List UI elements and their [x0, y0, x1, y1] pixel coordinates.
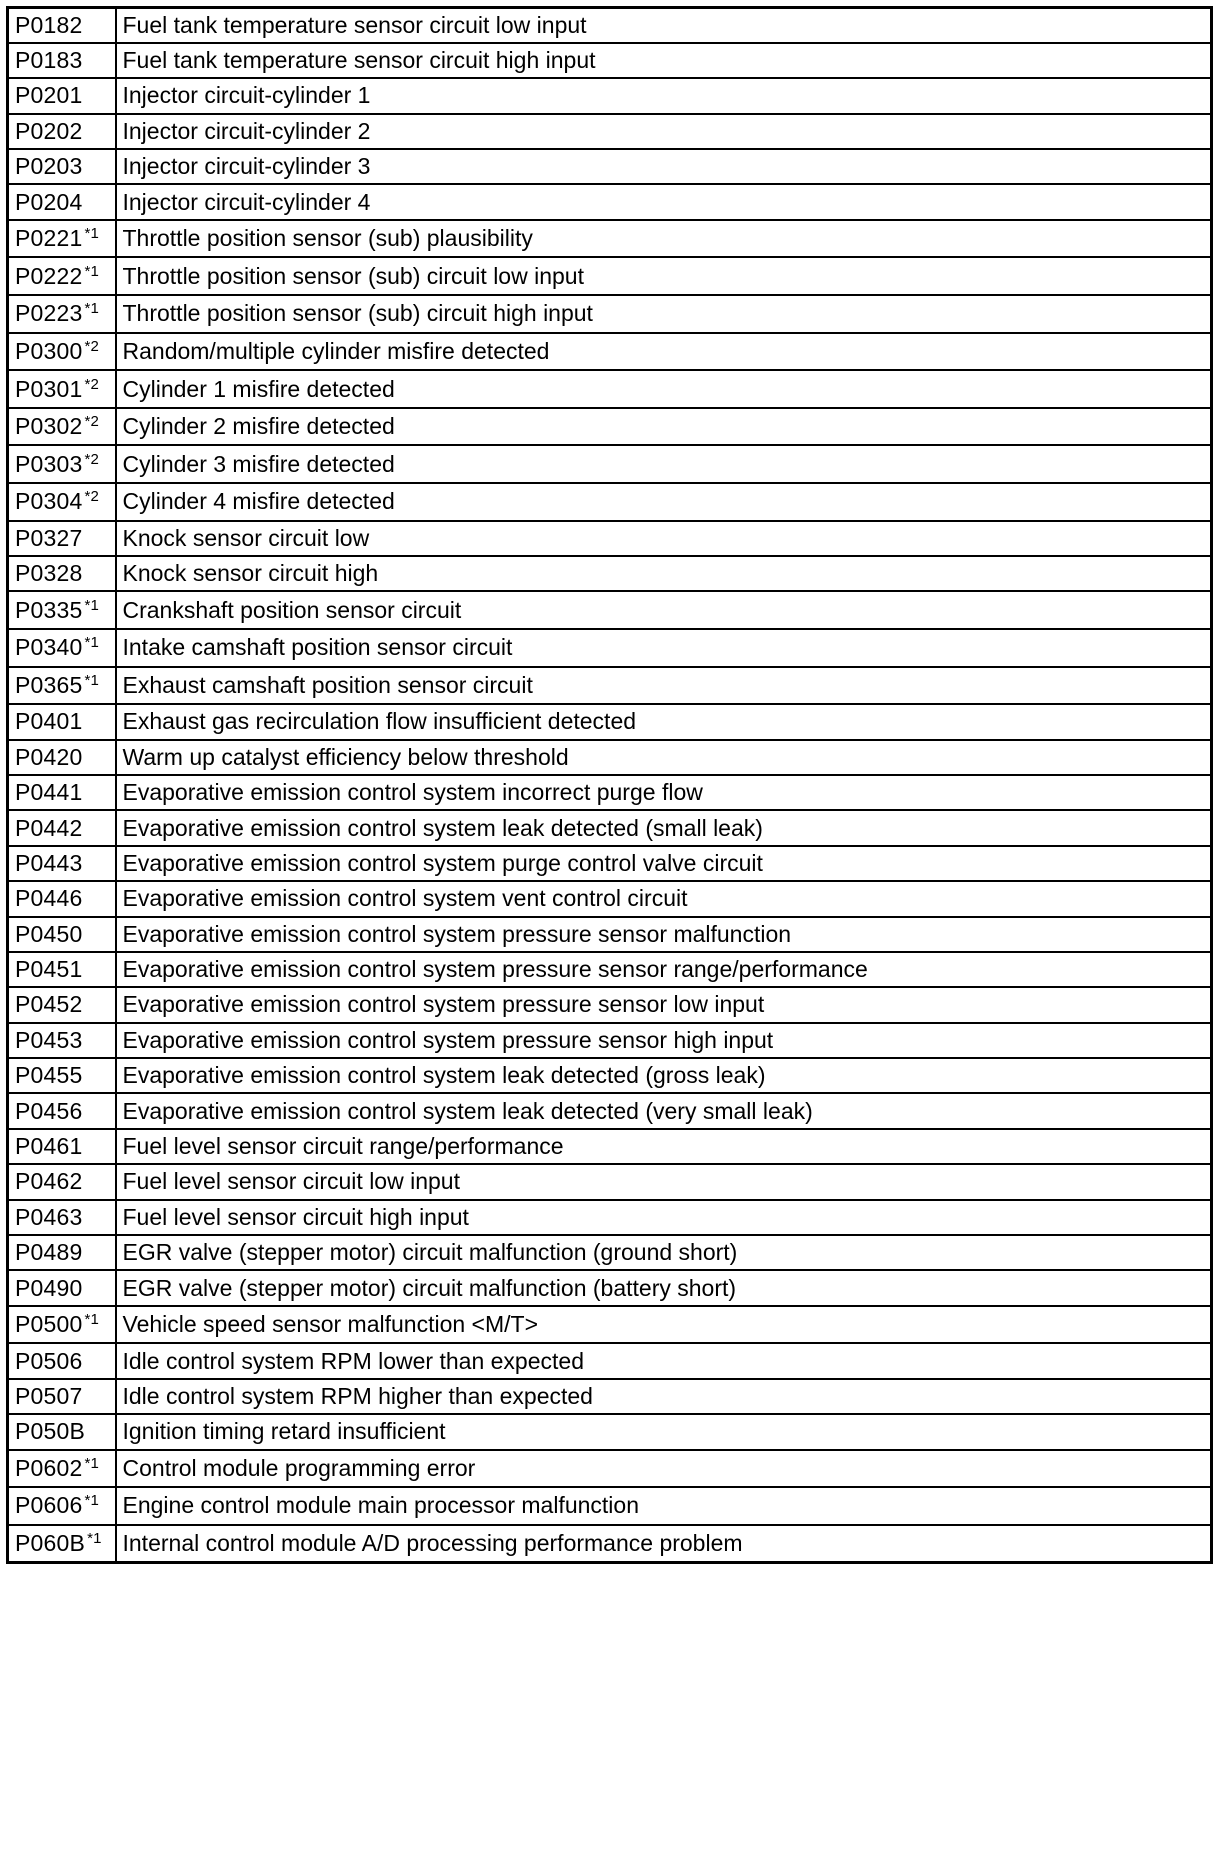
dtc-code-cell: [8, 1306, 116, 1344]
dtc-description: Injector circuit-cylinder 2: [116, 114, 1212, 149]
dtc-description: Control module programming error: [116, 1450, 1212, 1488]
dtc-code-cell: [8, 1379, 116, 1414]
dtc-code: P0223: [15, 300, 83, 327]
footnote-marker: *2: [84, 337, 100, 355]
dtc-code-cell: [8, 78, 116, 113]
dtc-code: P0303: [15, 450, 83, 477]
table-row: [8, 483, 1212, 521]
dtc-code: P0602: [15, 1454, 83, 1481]
dtc-code-cell: [8, 704, 116, 739]
table-row: [8, 521, 1212, 556]
table-row: [8, 740, 1212, 775]
footnote-marker: *1: [84, 1492, 100, 1510]
dtc-code-cell: [8, 184, 116, 219]
footnote-marker: *1: [84, 596, 100, 614]
table-row: [8, 846, 1212, 881]
table-row: [8, 445, 1212, 483]
dtc-description: Cylinder 2 misfire detected: [116, 408, 1212, 446]
table-row: [8, 987, 1212, 1022]
dtc-code: P0420: [15, 743, 83, 770]
dtc-description: Random/multiple cylinder misfire detected: [116, 333, 1212, 371]
dtc-description: EGR valve (stepper motor) circuit malfunction (ground short): [116, 1235, 1212, 1270]
dtc-code-cell: [8, 295, 116, 333]
dtc-description: Cylinder 1 misfire detected: [116, 370, 1212, 408]
dtc-description: Crankshaft position sensor circuit: [116, 591, 1212, 629]
dtc-code: P0335: [15, 596, 83, 623]
dtc-table: [6, 6, 1213, 1564]
dtc-table-body: [8, 8, 1212, 1563]
dtc-description: Ignition timing retard insufficient: [116, 1414, 1212, 1449]
table-row: [8, 408, 1212, 446]
dtc-code-cell: [8, 917, 116, 952]
dtc-code-cell: [8, 1487, 116, 1525]
dtc-code: P0489: [15, 1239, 83, 1266]
dtc-description: Engine control module main processor malfunction: [116, 1487, 1212, 1525]
dtc-code: P0328: [15, 560, 83, 587]
dtc-code-cell: [8, 1093, 116, 1128]
dtc-code-cell: [8, 114, 116, 149]
dtc-code: P0442: [15, 814, 83, 841]
dtc-description: Internal control module A/D processing performance problem: [116, 1525, 1212, 1563]
table-row: [8, 8, 1212, 43]
dtc-description: Evaporative emission control system leak detected (gross leak): [116, 1058, 1212, 1093]
table-row: [8, 333, 1212, 371]
footnote-marker: *2: [84, 375, 100, 393]
dtc-code-cell: [8, 408, 116, 446]
table-row: [8, 1235, 1212, 1270]
dtc-code-cell: [8, 8, 116, 43]
dtc-code-cell: [8, 149, 116, 184]
dtc-code: P0453: [15, 1026, 83, 1053]
dtc-code-cell: [8, 556, 116, 591]
table-row: [8, 43, 1212, 78]
dtc-code: P0301: [15, 375, 83, 402]
dtc-code: P0201: [15, 82, 83, 109]
dtc-code-cell: [8, 1270, 116, 1305]
dtc-code-cell: [8, 629, 116, 667]
dtc-code: P0340: [15, 634, 83, 661]
footnote-marker: *2: [84, 413, 100, 431]
dtc-description: Intake camshaft position sensor circuit: [116, 629, 1212, 667]
dtc-code-cell: [8, 740, 116, 775]
dtc-code: P0202: [15, 117, 83, 144]
table-row: [8, 1023, 1212, 1058]
dtc-description: Evaporative emission control system vent control circuit: [116, 881, 1212, 916]
dtc-code: P0365: [15, 671, 83, 698]
dtc-description: Fuel tank temperature sensor circuit high input: [116, 43, 1212, 78]
dtc-description: Injector circuit-cylinder 3: [116, 149, 1212, 184]
table-row: [8, 1164, 1212, 1199]
dtc-code-cell: [8, 1525, 116, 1563]
dtc-description: Cylinder 3 misfire detected: [116, 445, 1212, 483]
dtc-description: Fuel level sensor circuit low input: [116, 1164, 1212, 1199]
dtc-code: P0507: [15, 1382, 83, 1409]
dtc-code-cell: [8, 483, 116, 521]
dtc-code: P0490: [15, 1274, 83, 1301]
footnote-marker: *1: [84, 634, 100, 652]
table-row: [8, 78, 1212, 113]
dtc-code-cell: [8, 667, 116, 705]
dtc-description: Fuel level sensor circuit high input: [116, 1200, 1212, 1235]
table-row: [8, 1450, 1212, 1488]
dtc-description: Fuel tank temperature sensor circuit low input: [116, 8, 1212, 43]
dtc-description: Injector circuit-cylinder 1: [116, 78, 1212, 113]
dtc-description: Warm up catalyst efficiency below threshold: [116, 740, 1212, 775]
dtc-code-cell: [8, 257, 116, 295]
table-row: [8, 556, 1212, 591]
dtc-description: Throttle position sensor (sub) plausibility: [116, 220, 1212, 258]
dtc-code: P050B: [15, 1418, 86, 1445]
dtc-description: Fuel level sensor circuit range/performance: [116, 1129, 1212, 1164]
table-row: [8, 1200, 1212, 1235]
table-row: [8, 629, 1212, 667]
dtc-code-cell: [8, 220, 116, 258]
dtc-code: P0182: [15, 11, 83, 38]
dtc-code-cell: [8, 1164, 116, 1199]
dtc-code: P0304: [15, 488, 83, 515]
table-row: [8, 775, 1212, 810]
footnote-marker: *1: [84, 300, 100, 318]
dtc-code: P0203: [15, 153, 83, 180]
dtc-code: P0327: [15, 524, 83, 551]
dtc-code: P0446: [15, 885, 83, 912]
dtc-code-cell: [8, 1129, 116, 1164]
table-row: [8, 917, 1212, 952]
dtc-code-cell: [8, 846, 116, 881]
footnote-marker: *1: [84, 671, 100, 689]
table-row: [8, 370, 1212, 408]
dtc-code-cell: [8, 445, 116, 483]
table-row: [8, 1525, 1212, 1563]
dtc-description: Evaporative emission control system pressure sensor high input: [116, 1023, 1212, 1058]
table-row: [8, 295, 1212, 333]
dtc-code: P0300: [15, 337, 83, 364]
dtc-description: Vehicle speed sensor malfunction <M/T>: [116, 1306, 1212, 1344]
table-row: [8, 1306, 1212, 1344]
footnote-marker: *1: [87, 1529, 102, 1547]
table-row: [8, 704, 1212, 739]
dtc-description: Cylinder 4 misfire detected: [116, 483, 1212, 521]
dtc-code: P0222: [15, 262, 83, 289]
dtc-code: P0452: [15, 991, 83, 1018]
dtc-description: Knock sensor circuit high: [116, 556, 1212, 591]
dtc-code: P0506: [15, 1347, 83, 1374]
dtc-code-cell: [8, 810, 116, 845]
dtc-code: P0450: [15, 920, 83, 947]
dtc-description: Throttle position sensor (sub) circuit low input: [116, 257, 1212, 295]
table-row: [8, 1414, 1212, 1449]
dtc-code: P0500: [15, 1311, 83, 1338]
dtc-code-cell: [8, 591, 116, 629]
dtc-description: Injector circuit-cylinder 4: [116, 184, 1212, 219]
footnote-marker: *2: [84, 488, 100, 506]
table-row: [8, 114, 1212, 149]
dtc-code: P0606: [15, 1492, 83, 1519]
dtc-code: P0302: [15, 413, 83, 440]
table-row: [8, 1058, 1212, 1093]
dtc-code: P060B: [15, 1529, 86, 1556]
dtc-description: Idle control system RPM higher than expected: [116, 1379, 1212, 1414]
dtc-code-cell: [8, 1200, 116, 1235]
dtc-code-cell: [8, 370, 116, 408]
dtc-code-cell: [8, 1023, 116, 1058]
dtc-code: P0401: [15, 708, 83, 735]
dtc-code: P0456: [15, 1097, 83, 1124]
dtc-code-cell: [8, 952, 116, 987]
footnote-marker: *1: [84, 225, 100, 243]
dtc-code: P0443: [15, 849, 83, 876]
dtc-code-cell: [8, 987, 116, 1022]
dtc-code-cell: [8, 43, 116, 78]
dtc-code: P0183: [15, 47, 83, 74]
dtc-code-cell: [8, 1235, 116, 1270]
footnote-marker: *1: [84, 1454, 100, 1472]
dtc-code-cell: [8, 1058, 116, 1093]
table-row: [8, 1343, 1212, 1378]
table-row: [8, 810, 1212, 845]
table-row: [8, 1270, 1212, 1305]
table-row: [8, 1129, 1212, 1164]
dtc-code: P0204: [15, 188, 83, 215]
dtc-description: Exhaust gas recirculation flow insufficient detected: [116, 704, 1212, 739]
dtc-description: Evaporative emission control system leak detected (small leak): [116, 810, 1212, 845]
dtc-code-cell: [8, 775, 116, 810]
table-row: [8, 667, 1212, 705]
table-row: [8, 1379, 1212, 1414]
dtc-description: Evaporative emission control system pressure sensor malfunction: [116, 917, 1212, 952]
dtc-description: Idle control system RPM lower than expected: [116, 1343, 1212, 1378]
table-row: [8, 952, 1212, 987]
dtc-description: Evaporative emission control system pressure sensor range/performance: [116, 952, 1212, 987]
dtc-code: P0451: [15, 956, 83, 983]
dtc-description: Evaporative emission control system incorrect purge flow: [116, 775, 1212, 810]
table-row: [8, 149, 1212, 184]
dtc-code: P0455: [15, 1062, 83, 1089]
table-row: [8, 881, 1212, 916]
dtc-code-cell: [8, 333, 116, 371]
dtc-code-cell: [8, 1450, 116, 1488]
dtc-description: Evaporative emission control system leak detected (very small leak): [116, 1093, 1212, 1128]
footnote-marker: *2: [84, 450, 100, 468]
dtc-code: P0462: [15, 1168, 83, 1195]
table-row: [8, 1487, 1212, 1525]
dtc-code: P0461: [15, 1133, 83, 1160]
dtc-description: Knock sensor circuit low: [116, 521, 1212, 556]
table-row: [8, 184, 1212, 219]
dtc-code-cell: [8, 881, 116, 916]
dtc-code-cell: [8, 521, 116, 556]
dtc-code-cell: [8, 1343, 116, 1378]
dtc-description: Evaporative emission control system pressure sensor low input: [116, 987, 1212, 1022]
footnote-marker: *1: [84, 262, 100, 280]
table-row: [8, 591, 1212, 629]
dtc-code: P0463: [15, 1203, 83, 1230]
dtc-code-cell: [8, 1414, 116, 1449]
table-row: [8, 257, 1212, 295]
footnote-marker: *1: [84, 1311, 100, 1329]
table-row: [8, 220, 1212, 258]
dtc-code: P0221: [15, 225, 83, 252]
dtc-description: EGR valve (stepper motor) circuit malfunction (battery short): [116, 1270, 1212, 1305]
dtc-description: Throttle position sensor (sub) circuit high input: [116, 295, 1212, 333]
dtc-description: Evaporative emission control system purge control valve circuit: [116, 846, 1212, 881]
dtc-description: Exhaust camshaft position sensor circuit: [116, 667, 1212, 705]
dtc-code: P0441: [15, 779, 83, 806]
table-row: [8, 1093, 1212, 1128]
